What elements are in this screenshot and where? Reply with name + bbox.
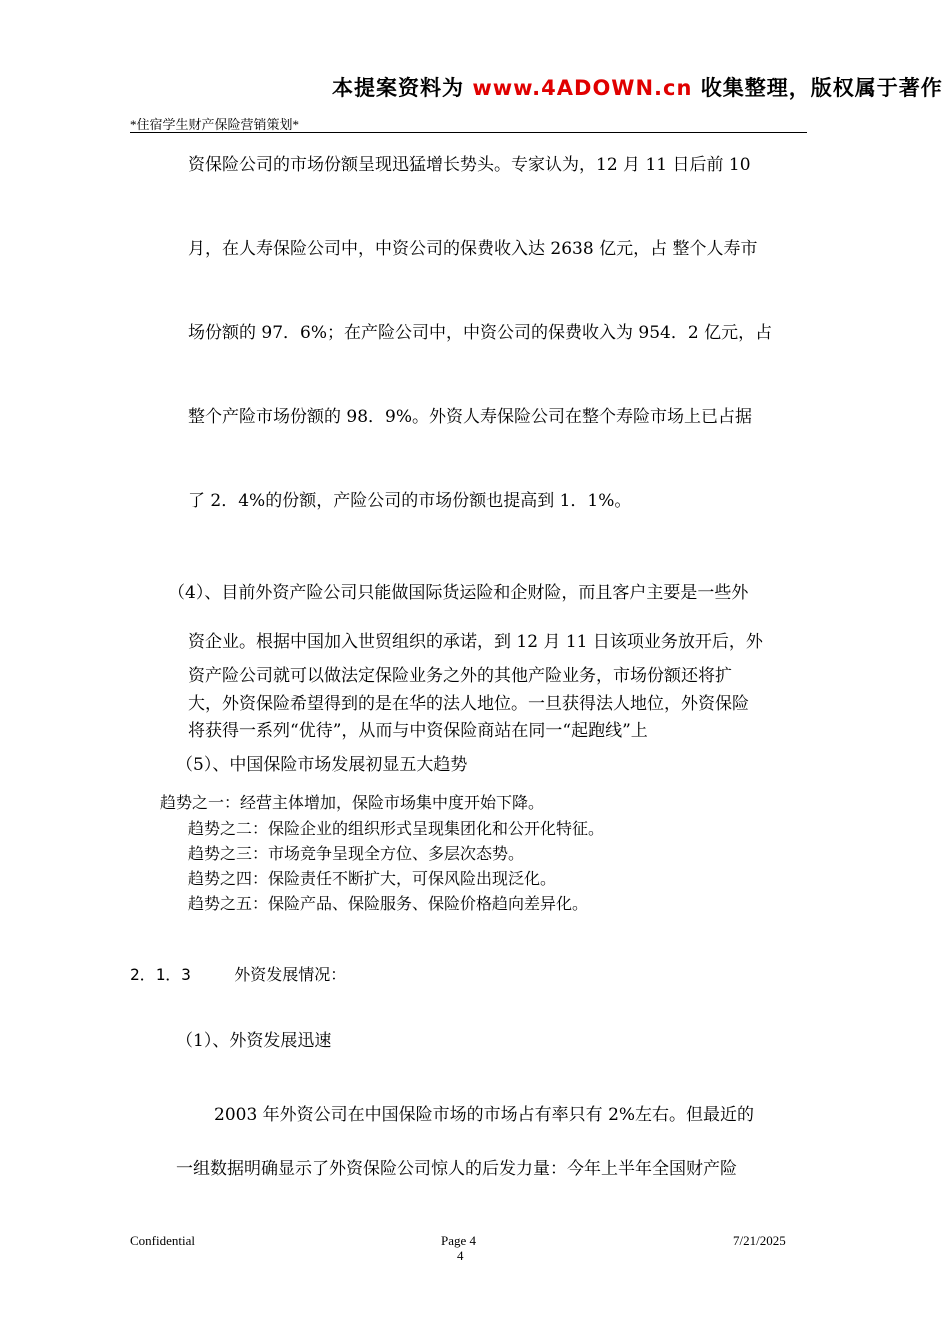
para1-line-1: 资保险公司的市场份额呈现迅猛增长势头。专家认为，12 月 11 日后前 10 [188, 155, 751, 175]
para1-line-3: 场份额的 97．6%；在产险公司中，中资公司的保费收入为 954．2 亿元，占 [188, 323, 773, 343]
trend-item: 趋势之二：保险企业的组织形式呈现集团化和公开化特征。 [188, 819, 605, 838]
section-heading [130, 962, 346, 985]
trend-item: 趋势之三：市场竞争呈现全方位、多层次态势。 [188, 844, 525, 863]
para2-line-1: （4）、目前外资产险公司只能做国际货运险和企财险，而且客户主要是一些外 [168, 583, 749, 603]
source-banner [332, 72, 943, 102]
para2-line-5: 将获得一系列“优待”，从而与中资保险商站在同一“起跑线”上 [188, 721, 648, 741]
subsection-heading: （1）、外资发展迅速 [176, 1031, 332, 1051]
banner-prefix: 本提案资料为 [332, 76, 464, 100]
para3-line-1: 2003 年外资公司在中国保险市场的市场占有率只有 2%左右。但最近的 [214, 1105, 755, 1125]
section-number: 2．1．3 [130, 965, 191, 984]
trend-item: 趋势之四：保险责任不断扩大，可保风险出现泛化。 [188, 869, 557, 888]
section-title: 外资发展情况： [234, 965, 347, 984]
header-divider [130, 132, 807, 133]
footer-page-number: 4 [457, 1248, 464, 1263]
trend-item: 趋势之一：经营主体增加，保险市场集中度开始下降。 [160, 793, 545, 812]
banner-suffix: 收集整理，版权属于著作 [700, 76, 943, 100]
para3-line-2: 一组数据明确显示了外资保险公司惊人的后发力量：今年上半年全国财产险 [176, 1159, 737, 1179]
item-5-heading: （5）、中国保险市场发展初显五大趋势 [176, 755, 468, 775]
footer-confidential: Confidential [130, 1233, 195, 1248]
para1-line-2: 月，在人寿保险公司中，中资公司的保费收入达 2638 亿元，占 整个人寿市 [188, 239, 758, 259]
para1-line-4: 整个产险市场份额的 98．9%。外资人寿保险公司在整个寿险市场上已占据 [188, 407, 753, 427]
page-header-title: *住宿学生财产保险营销策划* [130, 117, 300, 132]
para1-line-5: 了 2．4%的份额，产险公司的市场份额也提高到 1．1%。 [188, 491, 632, 511]
banner-url[interactable]: www.4ADOWN.cn [472, 76, 693, 100]
trend-item: 趋势之五：保险产品、保险服务、保险价格趋向差异化。 [188, 894, 589, 913]
para2-line-3: 资产险公司就可以做法定保险业务之外的其他产险业务，市场份额还将扩 [188, 666, 732, 686]
para2-line-4: 大，外资保险希望得到的是在华的法人地位。一旦获得法人地位，外资保险 [188, 694, 749, 714]
para2-line-2: 资企业。根据中国加入世贸组织的承诺，到 12 月 11 日该项业务放开后，外 [188, 632, 763, 652]
footer-date: 7/21/2025 [733, 1233, 786, 1248]
footer-page-label: Page 4 [441, 1233, 477, 1248]
